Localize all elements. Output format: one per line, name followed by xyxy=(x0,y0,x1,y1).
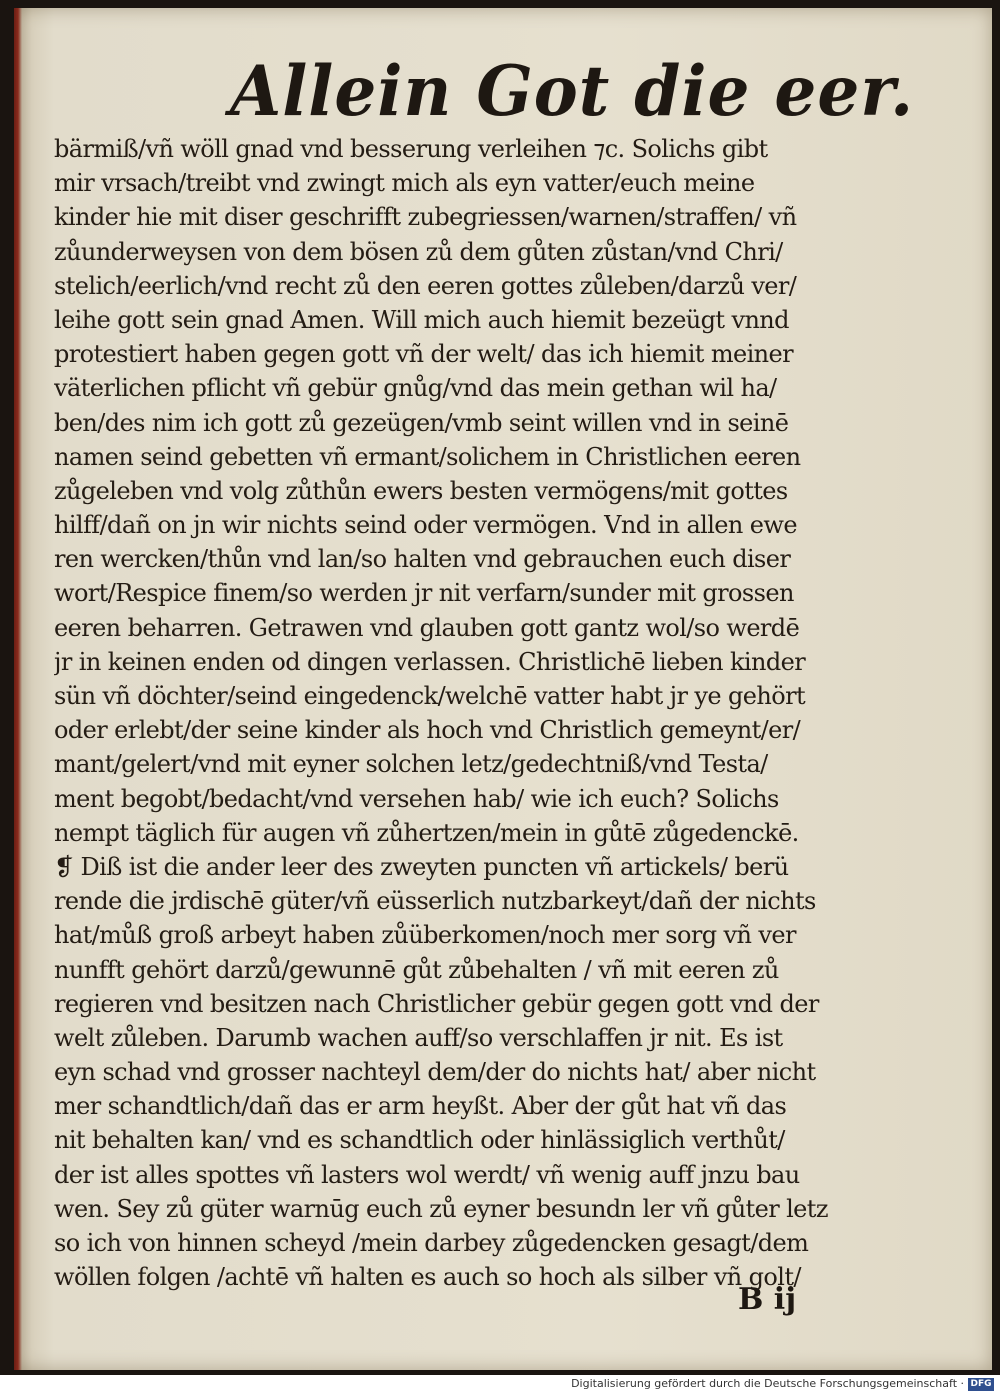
book-page xyxy=(14,8,992,1370)
text-line: bärmiß/vñ wöll gnad vnd besserung verleihen ⁊c. Solichs gibt xyxy=(54,135,768,163)
text-line: namen seind gebetten vñ ermant/solichem in Christlichen eeren xyxy=(54,442,801,471)
text-line: ment begobt/bedacht/vnd versehen hab/ wie ich euch? Solichs xyxy=(54,784,779,813)
text-line: welt zůleben. Darumb wachen auff/so verschlaffen jr nit. Es ist xyxy=(54,1023,783,1052)
text-line: so ich von hinnen scheyd /mein darbey zůgedencken gesagt/dem xyxy=(54,1229,809,1257)
text-line: väterlichen pflicht vñ gebür gnůg/vnd das mein gethan wil ha/ xyxy=(54,374,777,403)
page-headline: Allein Got die eer. xyxy=(230,50,915,132)
text-line: mir vrsach/treibt vnd zwingt mich als eyn vatter/euch meine xyxy=(54,169,755,198)
text-line: kinder hie mit diser geschrifft zubegriessen/warnen/straffen/ vñ xyxy=(54,203,797,232)
text-line: wöllen folgen /achtē vñ halten es auch so hoch als silber vñ golt/ xyxy=(54,1263,801,1292)
folio-signature: B ij xyxy=(738,1282,797,1317)
text-line: rende die jrdischē güter/vñ eüsserlich nutzbarkeyt/dañ der nichts xyxy=(54,887,816,916)
text-line: nempt täglich für augen vñ zůhertzen/mein in gůtē zůgedenckē. xyxy=(54,818,799,847)
text-line: protestiert haben gegen gott vñ der welt/ das ich hiemit meiner xyxy=(54,340,794,369)
text-line: eeren beharren. Getrawen vnd glauben gott gantz wol/so werdē xyxy=(54,613,800,642)
text-line: hat/můß groß arbeyt haben zůüberkomen/noch mer sorg vñ ver xyxy=(54,921,796,950)
binding-edge xyxy=(14,8,22,1370)
text-line: ren wercken/thůn vnd lan/so halten vnd gebrauchen euch diser xyxy=(54,545,791,574)
text-line: zůunderweysen von dem bösen zů dem gůten zůstan/vnd Chri/ xyxy=(54,237,783,266)
text-line: ❡ Diß ist die ander leer des zweyten puncten vñ artickels/ berü xyxy=(54,852,789,881)
text-line: leihe gott sein gnad Amen. Will mich auch hiemit bezeügt vnnd xyxy=(54,305,789,334)
text-line: wort/Respice finem/so werden jr nit verfarn/sunder mit grossen xyxy=(54,579,794,608)
text-line: oder erlebt/der seine kinder als hoch vnd Christlich gemeynt/er/ xyxy=(54,716,801,745)
text-line: zůgeleben vnd volg zůthůn ewers besten vermögens/mit gottes xyxy=(54,476,788,505)
body-text xyxy=(54,132,904,1294)
text-line: nit behalten kan/ vnd es schandtlich oder hinlässiglich verthůt/ xyxy=(54,1126,785,1155)
text-line: ben/des nim ich gott zů gezeügen/vmb seint willen vnd in seinē xyxy=(54,408,789,437)
text-line: wen. Sey zů güter warnūg euch zů eyner besundn ler vñ gůter letz xyxy=(54,1194,828,1223)
text-line: sün vñ döchter/seind eingedenck/welchē vatter habt jr ye gehört xyxy=(54,682,806,710)
text-line: mer schandtlich/dañ das er arm heyßt. Aber der gůt hat vñ das xyxy=(54,1092,787,1121)
text-line: stelich/eerlich/vnd recht zů den eeren gottes zůleben/darzů ver/ xyxy=(54,271,797,300)
text-line: nunfft gehört darzů/gewunnē gůt zůbehalten / vñ mit eeren zů xyxy=(54,955,779,984)
funding-credit: Digitalisierung gefördert durch die Deutsche Forschungsgemeinschaft · xyxy=(571,1377,964,1390)
text-line: eyn schad vnd grosser nachteyl dem/der do nichts hat/ aber nicht xyxy=(54,1058,816,1087)
text-line: hilff/dañ on jn wir nichts seind oder vermögen. Vnd in allen ewe xyxy=(54,511,797,540)
dfg-logo: DFG xyxy=(968,1378,994,1391)
text-line: der ist alles spottes vñ lasters wol werdt/ vñ wenig auff jnzu bau xyxy=(54,1160,800,1189)
footer-bar xyxy=(0,1375,1000,1395)
text-line: jr in keinen enden od dingen verlassen. Christlichē lieben kinder xyxy=(54,647,806,676)
text-line: regieren vnd besitzen nach Christlicher gebür gegen gott vnd der xyxy=(54,989,819,1018)
text-line: mant/gelert/vnd mit eyner solchen letz/gedechtniß/vnd Testa/ xyxy=(54,750,768,779)
